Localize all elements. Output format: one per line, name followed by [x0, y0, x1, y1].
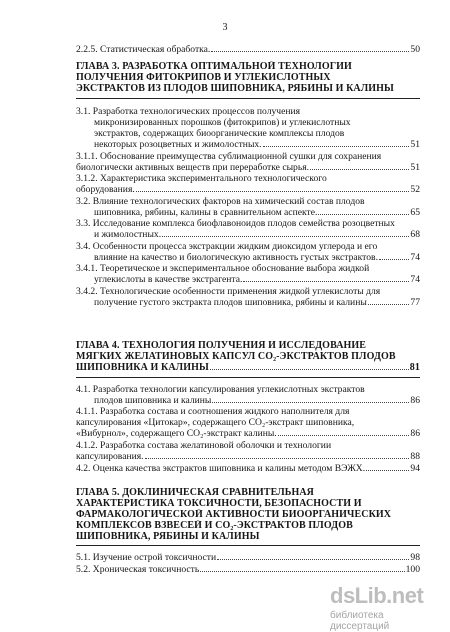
chapter-heading-line: ПОЛУЧЕНИЯ ФИТОКРИПОВ И УГЛЕКИСЛОТНЫХ: [76, 72, 331, 83]
toc-entry-line: микронизированных порошков (фитокрипов) и углекислотных: [94, 117, 351, 128]
toc-entry-line: 4.1.1. Разработка состава и соотношения жидкого наполнителя для: [76, 406, 350, 417]
toc-entry-text: 5.2. Хроническая токсичность: [76, 564, 200, 575]
toc-entry-line: [94, 395, 420, 406]
toc-page-number: 77: [410, 297, 420, 308]
toc-page-number: 50: [410, 44, 420, 55]
toc-page-number: 88: [410, 451, 420, 462]
toc-entry-text: 5.1. Изучение острой токсичности: [76, 552, 217, 563]
dot-leader: [278, 435, 410, 436]
toc-entry-line: [94, 229, 420, 240]
toc-entry-line: [76, 162, 420, 173]
chapter-heading-line: МЯГКИХ ЖЕЛАТИНОВЫХ КАПСУЛ CO₂-ЭКСТРАКТОВ ПЛОДОВ: [76, 351, 396, 362]
toc-page-number: 68: [410, 229, 420, 240]
toc-entry-line: 3.1.1. Обоснование преимущества сублимационной сушки для сохранения: [76, 151, 382, 162]
chapter-rule: [76, 377, 420, 378]
toc-entry-line: 4.1.2. Разработка состава желатиновой оболочки и технологии: [76, 440, 332, 451]
chapter-rule: [76, 545, 420, 546]
toc-entry-line: [76, 451, 420, 462]
toc-entry-line: 3.4.2. Технологические особенности применения жидкой углекислоты для: [76, 286, 381, 297]
toc-entry-text: шиповника, рябины, калины в сравнительном аспекте.: [94, 207, 318, 218]
toc-entry-text: некоторых розоцветных и жимолостных.: [94, 139, 262, 150]
toc-entry-line: 4.1. Разработка технологии капсулирования углекислотных экстрактов: [76, 384, 365, 395]
toc-entry-line: экстрактов, содержащих биоорганические комплексы плодов: [94, 128, 345, 139]
toc-entry-line: [94, 252, 420, 263]
toc-entry-line: 3.1. Разработка технологических процессов получения: [76, 106, 301, 117]
dot-leader: [212, 402, 409, 403]
toc-entry-line: 3.1.2. Характеристика экспериментального технологического: [76, 173, 327, 184]
dot-leader: [318, 214, 409, 215]
toc-entry-text: влияние на качество и биологическую активность густых экстрактов.: [94, 252, 378, 263]
toc-page-number: 51: [410, 162, 420, 173]
toc-entry-line: [94, 297, 420, 308]
toc-entry-line: [76, 552, 420, 563]
toc-page-number: 65: [410, 207, 420, 218]
toc-entry-text: биологически активных веществ при переработке сырья.: [76, 162, 310, 173]
toc-page-number: 100: [405, 564, 420, 575]
chapter-heading-line: ГЛАВА 4. ТЕХНОЛОГИЯ ПОЛУЧЕНИЯ И ИССЛЕДОВАНИЕ: [76, 340, 367, 351]
dot-leader: [217, 559, 409, 560]
toc-page-number: 74: [410, 252, 420, 263]
dot-leader: [162, 236, 409, 237]
chapter-heading-line: ГЛАВА 3. РАЗРАБОТКА ОПТИМАЛЬНОЙ ТЕХНОЛОГИИ: [76, 61, 352, 72]
chapter-page-number: 81: [409, 362, 420, 373]
toc-page-number: 94: [410, 463, 420, 474]
page-number: 3: [222, 22, 228, 33]
chapter-heading-line: КОМПЛЕКСОВ ВЗВЕСЕЙ И CO₂-ЭКСТРАКТОВ ПЛОДОВ: [76, 520, 353, 531]
toc-entry-line: капсулирования «Цитокар», содержащего CO₂-экстракт шиповника,: [76, 417, 355, 428]
toc-entry-line: 3.4. Особенности процесса экстракции жидким диоксидом углерода и его: [76, 241, 378, 252]
toc-entry-line: [76, 428, 420, 439]
toc-page-number: 98: [410, 552, 420, 563]
toc-entry-text: оборудования.: [76, 184, 135, 195]
dot-leader: [211, 51, 409, 52]
watermark-tagline: библиотека диссертаций: [330, 610, 390, 632]
toc-entry-line: [94, 139, 420, 150]
chapter-heading-line: ГЛАВА 5. ДОКЛИНИЧЕСКАЯ СРАВНИТЕЛЬНАЯ: [76, 487, 314, 498]
dot-leader: [379, 259, 409, 260]
dot-leader: [145, 458, 410, 459]
toc-entry-line: [94, 274, 420, 285]
chapter-heading-line: [76, 362, 420, 373]
toc-entry-line: [76, 463, 420, 474]
chapter-heading-line: ХАРАКТЕРИСТИКА ТОКСИЧНОСТИ, БЕЗОПАСНОСТИ И: [76, 498, 362, 509]
dot-leader: [366, 470, 409, 471]
toc-entry-line: 3.2. Влияние технологических факторов на химический состав плодов: [76, 196, 365, 207]
dot-leader: [210, 369, 409, 370]
toc-entry-line: 3.3. Исследование комплекса биофлавоноидов плодов семейства розоцветных: [76, 218, 395, 229]
toc-page-number: 86: [410, 428, 420, 439]
dot-leader: [200, 571, 404, 572]
toc-entry-line: [76, 184, 420, 195]
chapter-rule: [76, 98, 420, 99]
toc-entry-text: получение густого экстракта плодов шиповника, рябины и калины: [94, 297, 367, 308]
dot-leader: [368, 304, 410, 305]
toc-entry-text: плодов шиповника и калины: [94, 395, 212, 406]
toc-entry-text: «Вибурнол», содержащего CO₂-экстракт калины.: [76, 428, 277, 439]
toc-entry-text: капсулирования.: [76, 451, 144, 462]
chapter-heading-line: ШИПОВНИКА, РЯБИНЫ И КАЛИНЫ: [76, 531, 260, 542]
dot-leader: [263, 146, 410, 147]
chapter-heading-line: ЭКСТРАКТОВ ИЗ ПЛОДОВ ШИПОВНИКА, РЯБИНЫ И КАЛИНЫ: [76, 83, 394, 94]
toc-page-number: 86: [410, 395, 420, 406]
toc-entry-line: [76, 44, 420, 55]
toc-entry-line: [94, 207, 420, 218]
chapter-heading-line: ФАРМАКОЛОГИЧЕСКОЙ АКТИВНОСТИ БИООРГАНИЧЕСКИХ: [76, 509, 392, 520]
toc-entry-text: углекислоты в качестве экстрагента.: [94, 274, 243, 285]
toc-entry-text: и жимолостных.: [94, 229, 162, 240]
watermark: [330, 583, 445, 632]
chapter-heading-text: ШИПОВНИКА И КАЛИНЫ: [76, 362, 209, 373]
toc-entry-line: 3.4.1. Теоретическое и экспериментальное обоснование выбора жидкой: [76, 263, 370, 274]
toc-page-number: 74: [410, 274, 420, 285]
dot-leader: [310, 169, 409, 170]
toc-entry-line: [76, 564, 420, 575]
watermark-logo: dsLib.net: [330, 583, 424, 608]
toc-entry-text: 4.2. Оценка качества экстрактов шиповника и калины методом ВЭЖХ.: [76, 463, 366, 474]
dot-leader: [136, 191, 410, 192]
dot-leader: [243, 281, 409, 282]
toc-page-number: 51: [410, 139, 420, 150]
toc-entry-text: 2.2.5. Статистическая обработка.: [76, 44, 211, 55]
toc-page-number: 52: [410, 184, 420, 195]
